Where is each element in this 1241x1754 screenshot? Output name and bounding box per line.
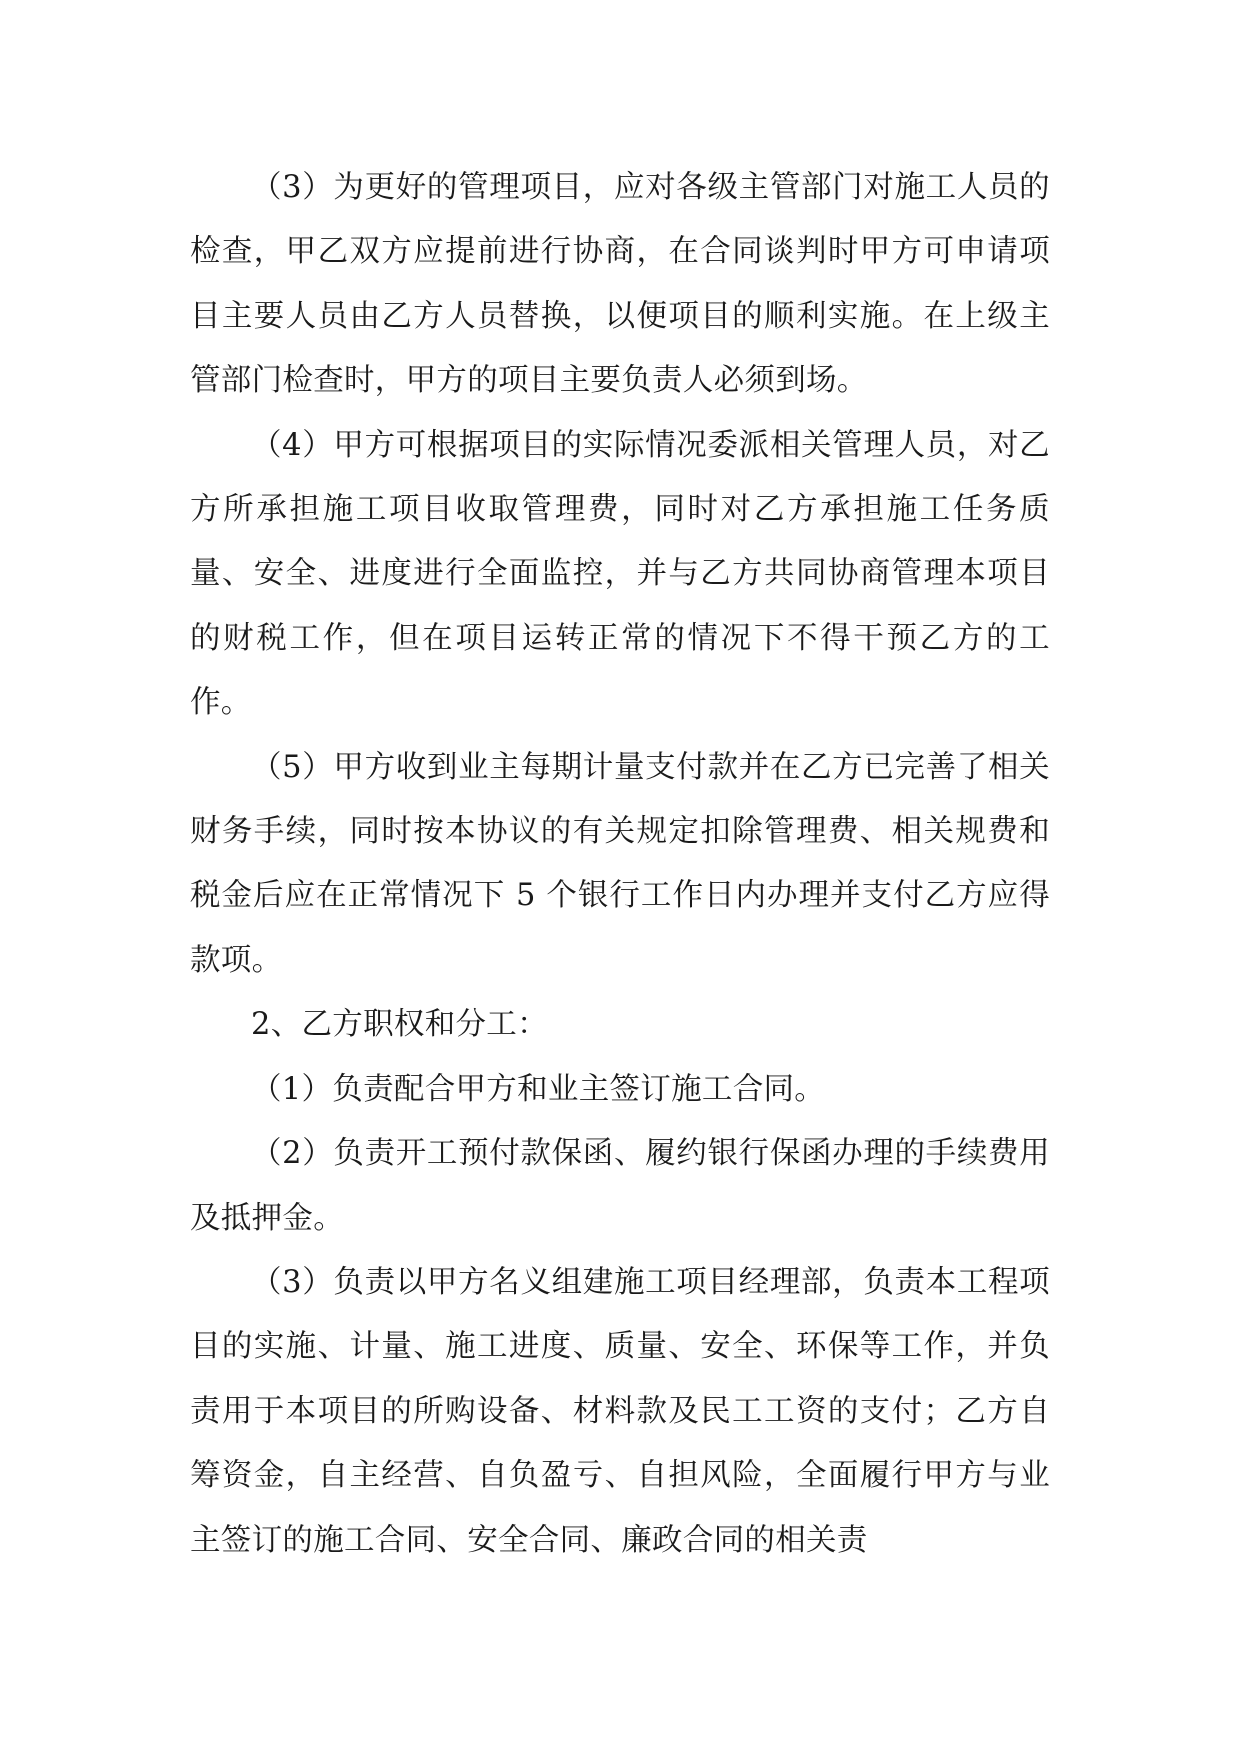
paragraph-party-a-3: （3）为更好的管理项目，应对各级主管部门对施工人员的检查，甲乙双方应提前进行协商，在合同谈判时甲方可申请项目主要人员由乙方人员替换，以便项目的顺利实施。在上级主管部门检查时，甲方的项目主要负责人必须到场。 (190, 170, 1050, 399)
paragraph-party-a-5: （5）甲方收到业主每期计量支付款并在乙方已完善了相关财务手续，同时按本协议的有关规定扣除管理费、相关规费和税金后应在正常情况下 5 个银行工作日内办理并支付乙方应得款项。 (190, 749, 1050, 978)
paragraph-party-b-1: （1）负责配合甲方和业主签订施工合同。 (251, 1071, 826, 1107)
paragraph-party-b-2: （2）负责开工预付款保函、履约银行保函办理的手续费用及抵押金。 (190, 1136, 1050, 1236)
paragraph-party-a-4: （4）甲方可根据项目的实际情况委派相关管理人员，对乙方所承担施工项目收取管理费，同时对乙方承担施工任务质量、安全、进度进行全面监控，并与乙方共同协商管理本项目的财税工作，但在项目运转正常的情况下不得干预乙方的工作。 (190, 427, 1050, 721)
section-heading-party-b-duties: 2、乙方职权和分工： (251, 1007, 548, 1043)
document-body (190, 156, 1050, 1573)
paragraph-party-b-3: （3）负责以甲方名义组建施工项目经理部，负责本工程项目的实施、计量、施工进度、质量、安全、环保等工作，并负责用于本项目的所购设备、材料款及民工工资的支付；乙方自筹资金，自主经营、自负盈亏、自担风险，全面履行甲方与业主签订的施工合同、安全合同、廉政合同的相关责 (190, 1264, 1050, 1558)
